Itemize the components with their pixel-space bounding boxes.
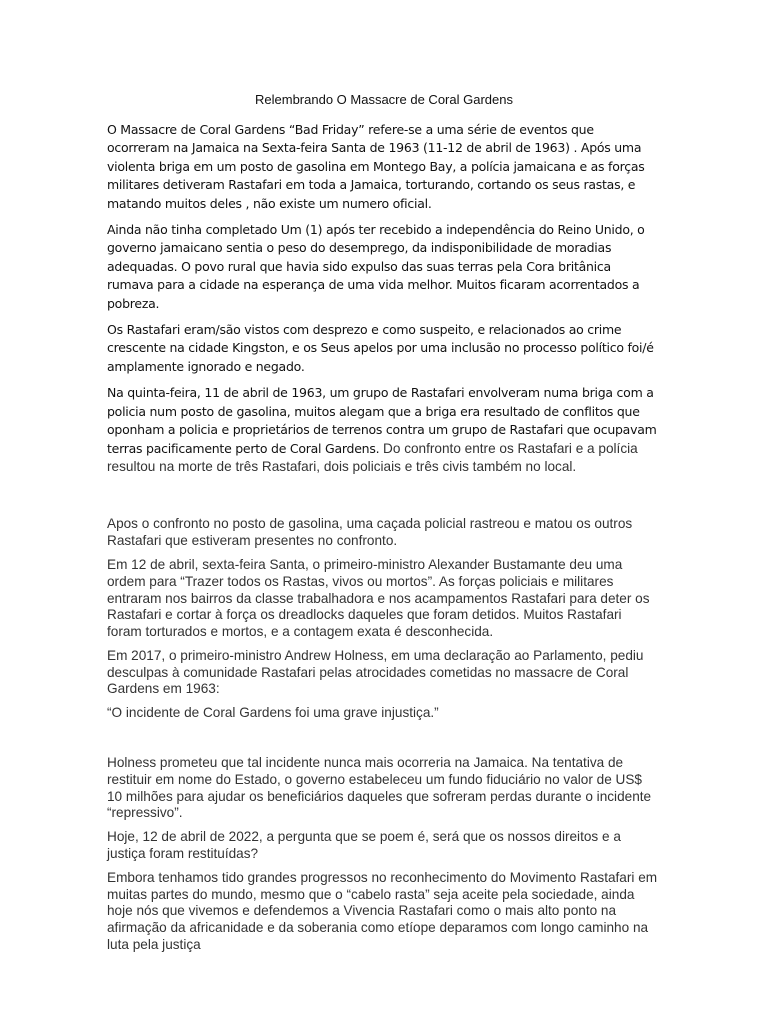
paragraph: Hoje, 12 de abril de 2022, a pergunta que se poem é, será que os nossos direitos e a justiça foram restituídas? <box>107 829 621 862</box>
paragraph: Embora tenhamos tido grandes progressos no reconhecimento do Movimento Rastafari em muitas partes do mundo, mesmo que o “cabelo rasta” seja aceite pela sociedade, ainda hoje nós que vivemos e defendemos a Vivencia Rastafari como o mais alto ponto na afirmação da africanidade e da soberania como etíope deparamos com longo caminho na luta pela justiça <box>107 869 658 953</box>
paragraph-part: Do confronto entre os Rastafari e a polícia resultou na morte de três Rastafari, dois policiais e três civis também no local. <box>107 440 638 474</box>
document-title: Relembrando O Massacre de Coral Gardens <box>255 92 513 107</box>
paragraph: Apos o confronto no posto de gasolina, uma caçada policial rastreou e matou os outros Rastafari que estiveram presentes no confronto. <box>107 516 633 549</box>
paragraph: Holness prometeu que tal incidente nunca mais ocorreria na Jamaica. Na tentativa de restituir em nome do Estado, o governo estabeleceu um fundo fiduciário no valor de US$ 10 milhões para ajudar os beneficiários daqueles que sofreram perdas durante o incidente “repressivo”. <box>107 755 652 821</box>
paragraph <box>107 384 659 476</box>
paragraph: Em 12 de abril, sexta-feira Santa, o primeiro-ministro Alexander Bustamante deu uma ordem para “Trazer todos os Rastas, vivos ou mortos”. As forças policiais e militares entraram nos bairros da classe trabalhadora e nos acampamentos Rastafari para deter os Rastafari e cortar à força os dreadlocks daqueles que foram detidos. Muitos Rastafari foram torturados e mortos, e a contagem exata é desconhecida. <box>107 556 650 640</box>
paragraph: O Massacre de Coral Gardens “Bad Friday” refere-se a uma série de eventos que ocorreram na Jamaica na Sexta-feira Santa de 1963 (11-12 de abril de 1963) . Após uma violenta briga em um posto de gasolina em Montego Bay, a polícia jamaicana e as forças militares detiveram Rastafari em toda a Jamaica, torturando, cortando os seus rastas, e matando muitos deles , não existe um numero oficial. <box>107 122 645 211</box>
paragraph: Em 2017, o primeiro-ministro Andrew Holness, em uma declaração ao Parlamento, pediu desculpas à comunidade Rastafari pelas atrocidades cometidas no massacre de Coral Gardens em 1963: <box>107 647 644 697</box>
paragraph: Os Rastafari eram/são vistos com desprezo e como suspeito, e relacionados ao crime crescente na cidade Kingston, e os Seus apelos por uma inclusão no processo político foi/é amplamente ignorado e negado. <box>107 322 654 374</box>
paragraph-part: Na quinta-feira, 11 de abril de 1963, um grupo de Rastafari envolveram numa briga com a policia num posto de gasolina, muitos alegam que a briga era resultado de conflitos que oponham a policia e proprietários de terrenos contra um grupo de Rastafari que ocupavam terras pacificamente perto de Coral Gardens. <box>107 385 657 456</box>
quote-paragraph: “O incidente de Coral Gardens foi uma grave injustiça.” <box>107 705 439 721</box>
document-body <box>107 121 659 961</box>
paragraph: Ainda não tinha completado Um (1) após ter recebido a independência do Reino Unido, o governo jamaicano sentia o peso do desemprego, da indisponibilidade de moradias adequadas. O povo rural que havia sido expulso das suas terras pela Cora britânica rumava para a cidade na esperança de uma vida melhor. Muitos ficaram acorrentados a pobreza. <box>107 222 645 311</box>
